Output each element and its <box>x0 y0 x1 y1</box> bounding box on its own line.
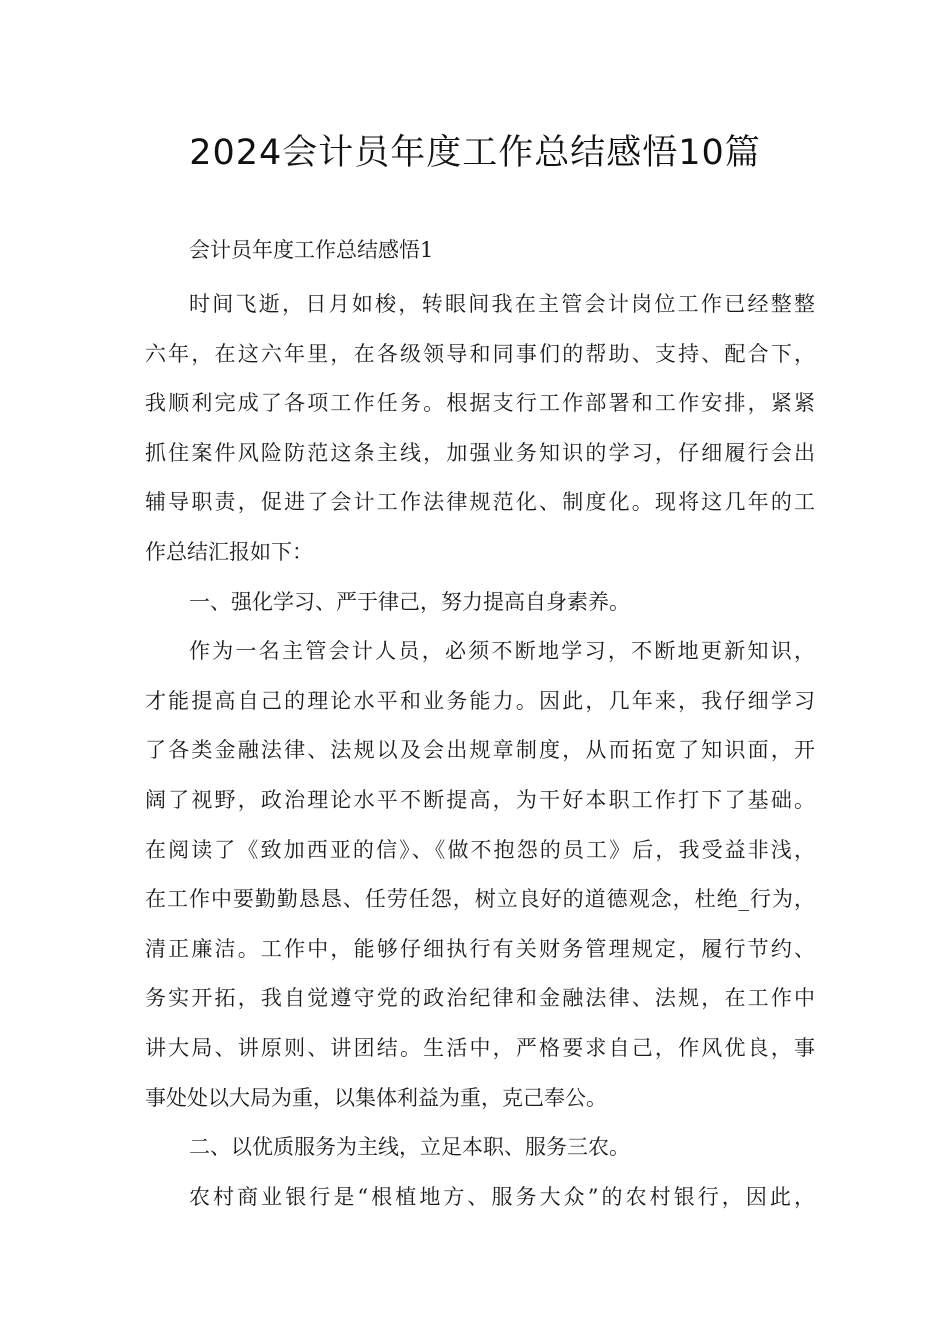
paragraph-line: 阔了视野，政治理论水平不断提高，为干好本职工作打下了基础。 <box>145 787 815 812</box>
paragraph-line: 作为一名主管会计人员，必须不断地学习，不断地更新知识， <box>189 639 815 664</box>
subheading-line: 一、强化学习、严于律己，努力提高自身素养。 <box>189 589 630 614</box>
document-body <box>145 280 815 1222</box>
paragraph-line: 讲大局、讲原则、讲团结。生活中，严格要求自己，作风优良，事 <box>145 1035 815 1060</box>
paragraph-line: 时间飞逝，日月如梭，转眼间我在主管会计岗位工作已经整整 <box>189 292 815 316</box>
document-title: 2024会计员年度工作总结感悟10篇 <box>189 133 761 173</box>
paragraph-line: 作总结汇报如下： <box>145 539 313 564</box>
paragraph-line: 六年，在这六年里，在各级领导和同事们的帮助、支持、配合下， <box>145 341 815 366</box>
paragraph-line: 了各类金融法律、法规以及会出规章制度，从而拓宽了知识面，开 <box>145 738 815 763</box>
section-heading: 会计员年度工作总结感悟1 <box>189 238 434 262</box>
paragraph-line: 务实开拓，我自觉遵守党的政治纪律和金融法律、法规，在工作中 <box>145 986 815 1011</box>
subheading-line: 二、以优质服务为主线，立足本职、服务三农。 <box>189 1135 630 1160</box>
paragraph-line: 农村商业银行是“根植地方、服务大众”的农村银行，因此， <box>189 1184 815 1209</box>
paragraph-line: 才能提高自己的理论水平和业务能力。因此，几年来，我仔细学习 <box>145 688 815 713</box>
paragraph-line: 辅导职责，促进了会计工作法律规范化、制度化。现将这几年的工 <box>145 490 815 515</box>
paragraph-line: 事处处以大局为重，以集体利益为重，克己奉公。 <box>145 1085 607 1110</box>
paragraph-line: 我顺利完成了各项工作任务。根据支行工作部署和工作安排，紧紧 <box>145 391 815 416</box>
paragraph-line: 抓住案件风险防范这条主线，加强业务知识的学习，仔细履行会出 <box>145 440 815 465</box>
paragraph-line: 在阅读了《致加西亚的信》、《做不抱怨的员工》后，我受益非浅， <box>145 837 815 862</box>
paragraph-line: 清正廉洁。工作中，能够仔细执行有关财务管理规定，履行节约、 <box>145 936 815 961</box>
paragraph-line: 在工作中要勤勤恳恳、任劳任怨，树立良好的道德观念，杜绝_行为， <box>145 887 815 912</box>
